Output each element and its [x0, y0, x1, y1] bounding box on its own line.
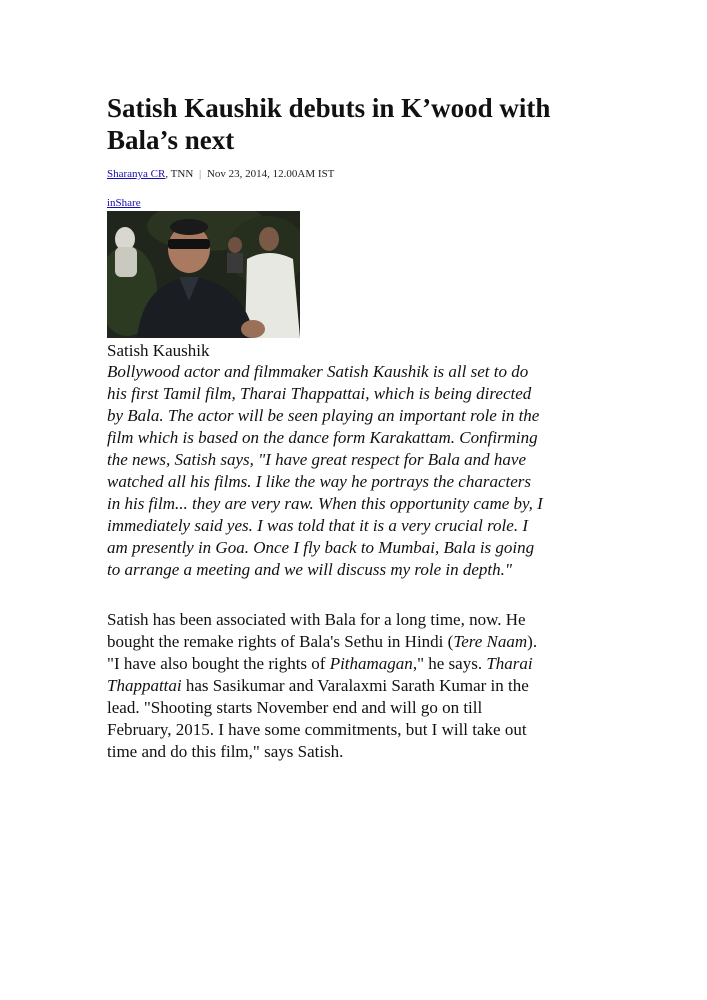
article-lead-quote: [107, 361, 627, 581]
body-line: [107, 631, 627, 653]
body-text: time and do this film," says Satish.: [107, 742, 344, 761]
body-line: [107, 697, 627, 719]
source-text: , TNN: [165, 168, 194, 180]
byline: [107, 168, 334, 180]
body-line: [107, 719, 627, 741]
headline-line-1: Satish Kaushik debuts in K’wood with: [107, 93, 551, 123]
lead-line: film which is based on the dance form Karakattam. Confirming: [107, 428, 538, 447]
body-italic-title: Tharai: [486, 654, 533, 673]
lead-line: to arrange a meeting and we will discuss my role in depth.": [107, 560, 513, 579]
body-italic-title: Tere Naam: [453, 632, 528, 651]
body-line: [107, 741, 627, 763]
body-line: [107, 609, 627, 631]
body-italic-title: Thappattai: [107, 676, 182, 695]
lead-line: the news, Satish says, "I have great respect for Bala and have: [107, 450, 526, 469]
lead-line: his first Tamil film, Tharai Thappattai, which is being directed: [107, 384, 532, 403]
body-text: ).: [527, 632, 538, 651]
headline-line-2: Bala’s next: [107, 125, 235, 155]
article-photo: [107, 211, 300, 338]
body-text: lead. "Shooting starts November end and will go on till: [107, 698, 483, 717]
article-body: [107, 609, 627, 763]
body-line: [107, 675, 627, 697]
lead-line: am presently in Goa. Once I fly back to Mumbai, Bala is going: [107, 538, 535, 557]
lead-line: by Bala. The actor will be seen playing an important role in the: [107, 406, 540, 425]
body-text: February, 2015. I have some commitments, but I will take out: [107, 720, 527, 739]
body-line: [107, 653, 627, 675]
body-italic-title: Pithamagan: [329, 654, 413, 673]
lead-line: in his film... they are very raw. When this opportunity came by, I: [107, 494, 543, 513]
body-text: ," he says.: [412, 654, 487, 673]
body-text: Satish has been associated with Bala for a long time, now. He: [107, 610, 526, 629]
publish-date: Nov 23, 2014, 12.00AM IST: [206, 168, 335, 180]
inshare-link[interactable]: inShare: [107, 197, 141, 209]
body-text: bought the remake rights of Bala's Sethu in Hindi (: [107, 632, 454, 651]
photo-caption: Satish Kaushik: [107, 341, 210, 360]
article-headline: [107, 92, 627, 156]
body-text: has Sasikumar and Varalaxmi Sarath Kumar in the: [181, 676, 529, 695]
lead-line: watched all his films. I like the way he portrays the characters: [107, 472, 531, 491]
lead-line: immediately said yes. I was told that it is a very crucial role. I: [107, 516, 528, 535]
body-text: "I have also bought the rights of: [107, 654, 330, 673]
byline-separator: |: [199, 168, 202, 180]
photo-image: [107, 211, 300, 338]
lead-line: Bollywood actor and filmmaker Satish Kaushik is all set to do: [107, 362, 529, 381]
author-link[interactable]: Sharanya CR: [107, 168, 166, 180]
